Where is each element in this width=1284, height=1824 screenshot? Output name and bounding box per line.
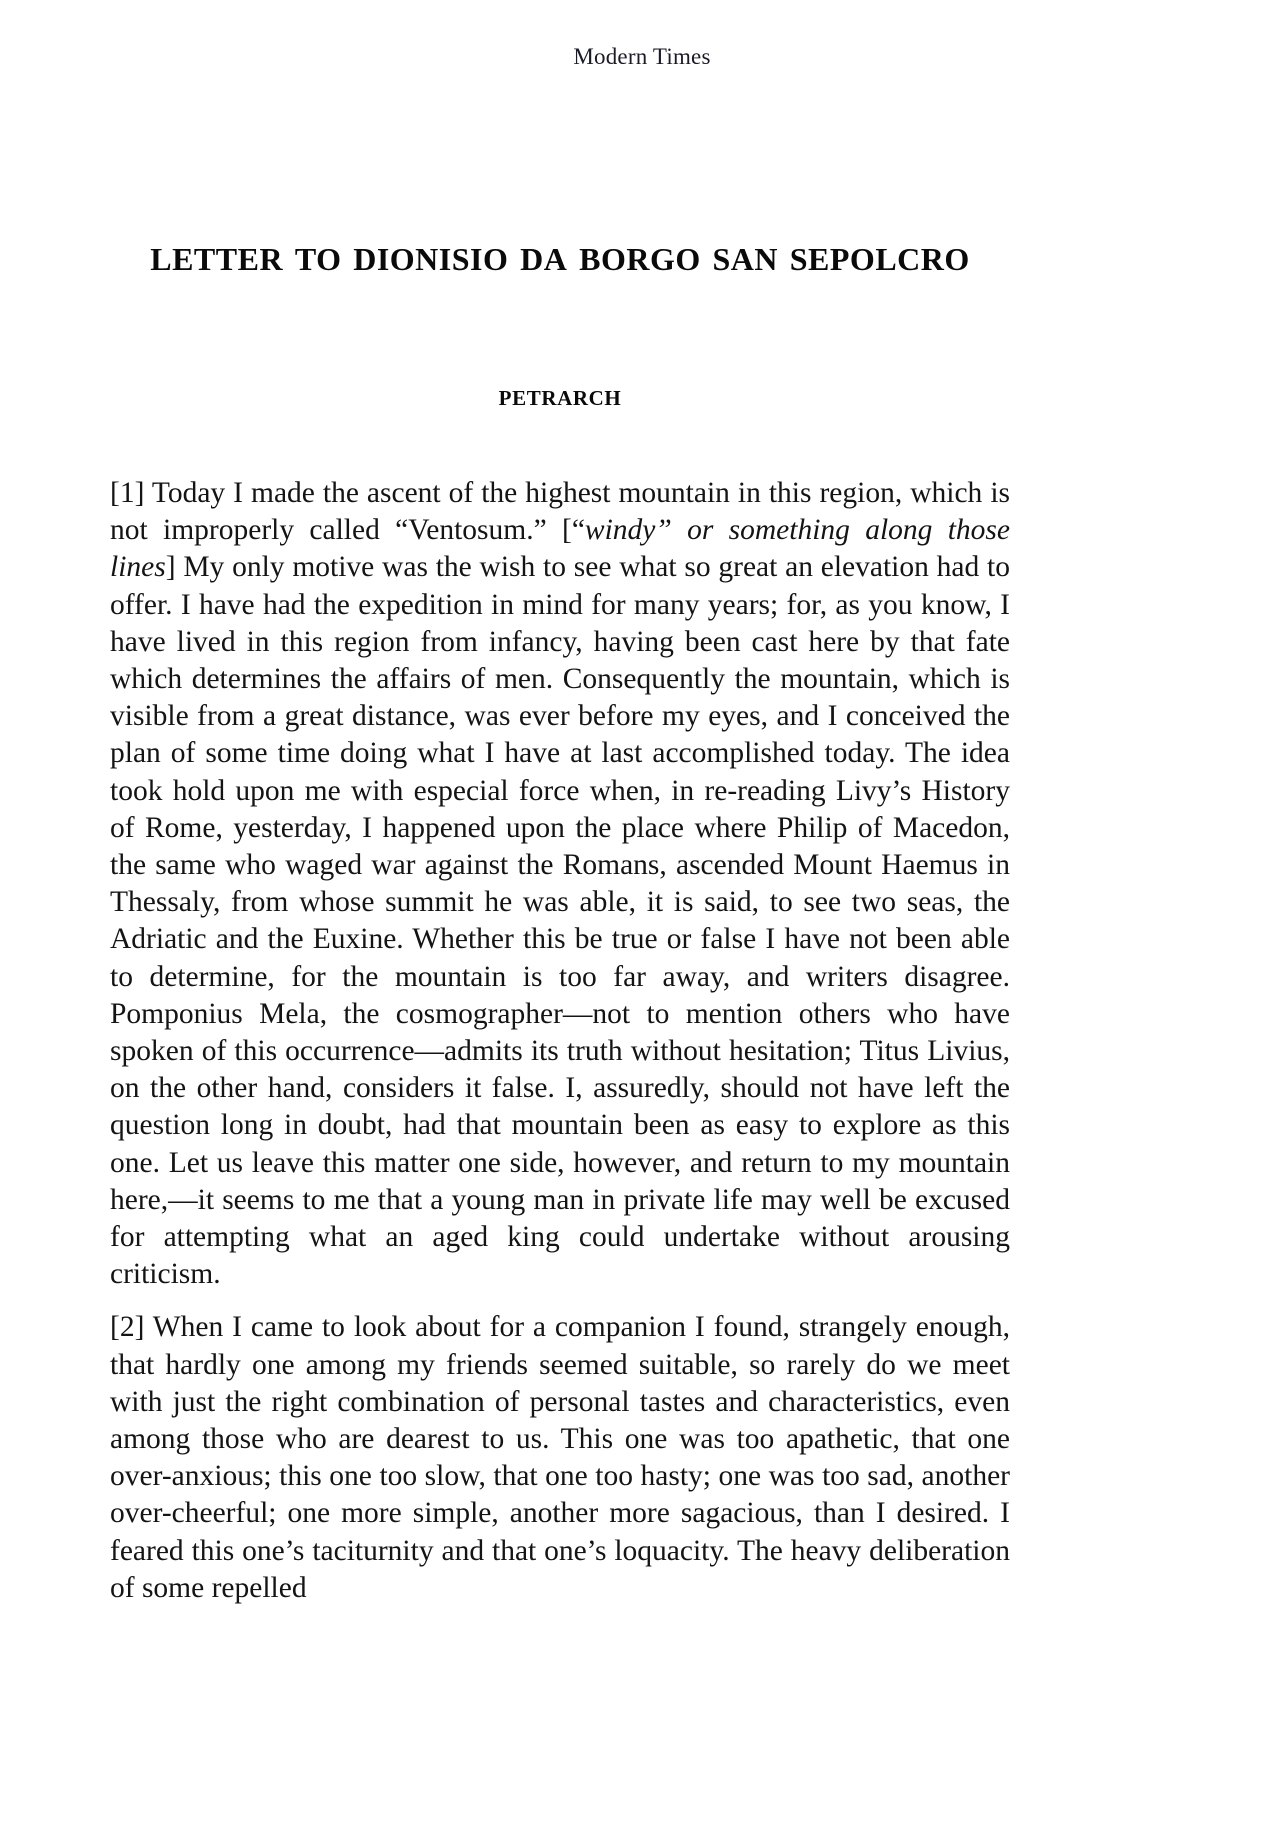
- paragraph-1-italic: windy” or something along those lines: [110, 514, 1010, 584]
- body-text: [110, 413, 1010, 1607]
- author-name: petrarch: [498, 379, 622, 412]
- paragraph-1: [110, 475, 1010, 1293]
- running-header: Modern Times: [573, 44, 711, 69]
- paragraph-1-rest: ] My only motive was the wish to see what so great an elevation had to offer. I have had the expedition in mind for many years; for, as you know, I have lived in this region from infancy, having been cast here by that fate which determines the affairs of men. Consequently the mountain, which is visible from a great distance, was ever before my eyes, and I conceived the plan of some time doing what I have at last accomplished today. The idea took hold upon me with especial force when, in re-reading Livy’s History of Rome, yesterday, I happened upon the place where Philip of Macedon, the same who waged war against the Romans, ascended Mount Haemus in Thessaly, from whose summit he was able, it is said, to see two seas, the Adriatic and the Euxine. Whether this be true or false I have not been able to determine, for the mountain is too far away, and writers disagree. Pomponius Mela, the cosmographer—not to mention others who have spoken of this occurrence—admits its truth without hesitation; Titus Livius, on the other hand, considers it false. I, assuredly, should not have left the question long in doubt, had that mountain been as easy to explore as this one. Let us leave this matter one side, however, and return to my mountain here,—it seems to me that a young man in private life may well be excused for attempting what an aged king could undertake without arousing criticism.: [110, 551, 1010, 1291]
- page-content: [110, 0, 1010, 1607]
- paragraph-2: [110, 1309, 1010, 1607]
- paragraph-2-lead: [2] When I came to look about for a companion I found, strangely enough, that hardly one among my friends seemed suitable, so rarely do we meet with just the right combination of personal tastes and characteristics, even among those who are dearest to us. This one was too apathetic, that one over-anxious; this one too slow, that one too hasty; one was too sad, another over-cheerful; one more simple, another more sagacious, than I desired. I feared this one’s taciturnity and that one’s loquacity. The heavy deliberation of some repelled: [110, 1311, 1010, 1604]
- paragraph-1-lead: [1] Today I made the ascent of the highest mountain in this region, which is not improperly called “Ventosum.” [“: [110, 477, 1010, 547]
- page-title: letter to dionisio da borgo san sepolcro: [150, 230, 970, 280]
